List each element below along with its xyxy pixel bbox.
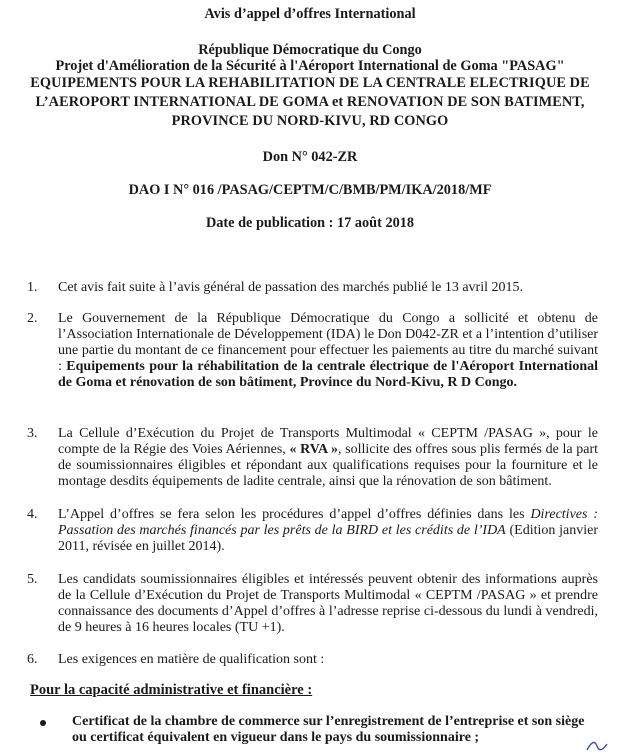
contract-name: Equipements pour la réhabilitation de la centrale électrique de l'Aéroport International de Goma et rénovation de son bâtiment, Province du Nord-Kivu, R D Congo xyxy=(58,359,598,390)
notice-heading: Avis d’appel d’offres International xyxy=(204,6,416,22)
rva-label: « RVA » xyxy=(289,442,339,457)
paragraph-text: Le Gouvernement de la République Démocratique du Congo a sollicité et obtenu de l’Association Internationale de Développement (IDA) le Don D042-ZR et a l’intention d’utiliser une partie du montant de ce financement pour effectuer les paiements au titre du marché suivant : xyxy=(58,311,599,374)
paragraph-number: 1. xyxy=(27,280,38,295)
paragraph-text: La Cellule d’Exécution du Projet de Transports Multimodal « CEPTM /PASAG », pour le compte de la Régie des Voies Aériennes, xyxy=(58,426,598,457)
paragraph-text: L’Appel d’offres se fera selon les procédures d’appel d’offres définies dans les xyxy=(58,507,525,522)
project-heading: Projet d'Amélioration de la Sécurité à l'Aéroport International de Goma "PASAG" xyxy=(55,58,565,74)
paragraph-text: , sollicite des offres sous plis fermés de la part de soumissionnaires éligibles et répondant aux qualifications requises pour la fourniture et le montage desdits équipements de ladite centrale, ainsi que la rénovation de son bâtiment. xyxy=(58,442,598,489)
paragraph-end: . xyxy=(513,375,518,390)
paragraph-number: 2. xyxy=(27,311,38,326)
don-number: Don N° 042-ZR xyxy=(262,149,358,165)
paragraph-text: Cet avis fait suite à l’avis général de passation des marchés publié le 13 avril 2015. xyxy=(58,280,523,295)
directives-title: Directives : Passation des marchés financés par les prêts de la BIRD et les crédits de l’IDA xyxy=(58,507,599,538)
paragraph-number: 5. xyxy=(27,572,38,587)
paragraph-number: 3. xyxy=(27,426,38,441)
title-line-3: PROVINCE DU NORD-KIVU, RD CONGO xyxy=(171,113,449,129)
paragraph-text: Les candidats soumissionnaires éligibles et intéressés peuvent obtenir des informations auprès de la Cellule d’Exécution du Projet de Transports Multimodal « CEPTM /PASAG » et prendre connaissance des documents d’Appel d’offres à l’adresse reprise ci-dessous du lundi à vendredi, de 9 heures à 16 heures locales (TU +1). xyxy=(58,572,598,635)
publication-date: Date de publication : 17 août 2018 xyxy=(205,215,415,231)
section-heading: Pour la capacité administrative et financière : xyxy=(30,682,313,698)
title-line-2: L’AEROPORT INTERNATIONAL DE GOMA et RENOVATION DE SON BATIMENT, xyxy=(35,94,585,110)
paragraph-4 xyxy=(58,507,598,555)
paragraph-6 xyxy=(58,652,598,668)
bullet-item: Certificat de la chambre de commerce sur l’enregistrement de l’entreprise et son siège ou certificat équivalent en vigueur dans le pays du soumissionnaire ; xyxy=(72,714,585,745)
pen-mark-icon xyxy=(585,738,615,754)
dao-reference: DAO I N° 016 /PASAG/CEPTM/C/BMB/PM/IKA/2018/MF xyxy=(128,182,492,198)
title-line-1: EQUIPEMENTS POUR LA REHABILITATION DE LA CENTRALE ELECTRIQUE DE xyxy=(30,75,590,91)
paragraph-text: Les exigences en matière de qualification sont : xyxy=(58,652,325,667)
paragraph-number: 6. xyxy=(27,652,38,667)
paragraph-1 xyxy=(58,280,598,296)
paragraph-number: 4. xyxy=(27,507,38,522)
bullet-dot-icon xyxy=(40,720,46,726)
paragraph-2 xyxy=(58,311,598,391)
country-heading: République Démocratique du Congo xyxy=(198,42,422,58)
paragraph-text: (Edition janvier 2011, révisée en juillet 2014). xyxy=(58,523,598,554)
paragraph-3 xyxy=(58,426,598,490)
paragraph-5 xyxy=(58,572,598,636)
